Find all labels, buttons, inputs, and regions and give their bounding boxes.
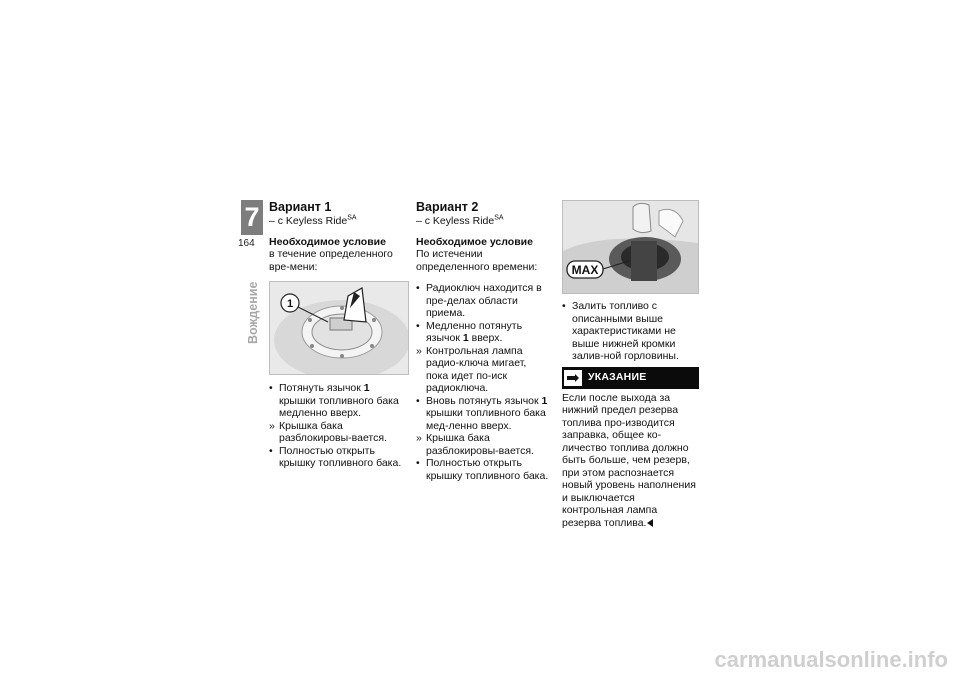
variant-1-condition-heading: Необходимое условие: [269, 235, 386, 248]
bullet-mark: •: [416, 394, 420, 407]
list-item: [416, 432, 549, 457]
note-text: Если после выхода за нижний предел резерва топлива про-изводится заправка, общее ко-личество топлива должно быть больше, чем резерв, при этом распознается новый уровень наполнения и выключается контрольная лампа резерва топлива.: [562, 391, 696, 529]
note-label: УКАЗАНИЕ: [588, 371, 647, 384]
step-text: Контрольная лампа радио-ключа мигает, пока идет по-иск радиоключа.: [426, 344, 527, 394]
result-mark: »: [416, 344, 422, 357]
list-item: [269, 445, 409, 470]
column-variant-2: [416, 200, 549, 482]
list-item: [416, 345, 549, 395]
variant-2-condition-heading: Необходимое условие: [416, 235, 533, 248]
step-text-after: крышки топливного бака мед-ленно вверх.: [426, 407, 546, 432]
list-item: [269, 420, 409, 445]
step-text: Потянуть язычок: [279, 382, 364, 394]
note-banner: [562, 367, 699, 389]
list-item: [562, 300, 699, 363]
list-item: [416, 395, 549, 433]
bullet-mark: •: [562, 300, 566, 312]
list-item: [269, 382, 409, 420]
list-item: [416, 282, 549, 320]
step-text: Крышка бака разблокировы-вается.: [279, 419, 387, 444]
result-mark: »: [416, 432, 422, 444]
step-text: Залить топливо с описанными выше характеристиками не выше нижней кромки залив-ной горловины.: [572, 300, 679, 362]
variant-2-steps: [416, 282, 549, 482]
pointing-hand-icon: [564, 370, 582, 386]
filler-neck-illustration: [563, 201, 698, 293]
refuel-steps: [562, 300, 699, 363]
filler-neck-figure: [562, 200, 699, 294]
fuel-cap-illustration: [270, 282, 408, 374]
variant-1-subtitle-sup: SA: [347, 214, 357, 222]
step-text: Крышка бака разблокировы-вается.: [426, 432, 534, 457]
variant-1-heading: Вариант 1: [269, 200, 332, 214]
step-text: Медленно потянуть язычок: [426, 319, 523, 344]
step-text: Полностью открыть крышку топливного бака.: [426, 457, 549, 482]
bullet-mark: •: [416, 282, 420, 294]
page-number: 164: [238, 238, 255, 249]
column-variant-1: [269, 200, 409, 470]
step-ref: 1: [363, 382, 370, 394]
step-text-after: крышки топливного бака медленно вверх.: [279, 394, 399, 419]
bullet-mark: •: [269, 382, 273, 394]
bullet-mark: •: [416, 457, 420, 469]
variant-2-subtitle-sup: SA: [494, 214, 504, 222]
step-ref: 1: [541, 394, 548, 407]
step-ref: 1: [462, 332, 469, 344]
step-text: Полностью открыть крышку топливного бака.: [279, 444, 402, 469]
variant-2-heading: Вариант 2: [416, 200, 479, 214]
variant-1-subtitle: [269, 215, 409, 228]
fuel-cap-figure: [269, 281, 409, 375]
list-item: [416, 320, 549, 345]
note-text-block: [562, 392, 699, 530]
end-of-section-icon: [647, 519, 653, 527]
variant-2-condition-text: По истечении определенного времени:: [416, 248, 538, 273]
variant-1-condition-text: в течение определенного вре-мени:: [269, 248, 393, 273]
result-mark: »: [269, 419, 275, 432]
step-text-after: вверх.: [468, 332, 503, 344]
watermark: carmanualsonline.info: [714, 647, 948, 672]
list-item: [416, 457, 549, 482]
variant-2-subtitle-text: – с Keyless Ride: [416, 215, 495, 227]
bullet-mark: •: [269, 444, 273, 457]
chapter-number-tab: 7: [241, 200, 263, 235]
variant-2-subtitle: [416, 215, 549, 228]
max-label: MAX: [571, 263, 599, 277]
callout-number: 1: [286, 298, 294, 310]
step-text: Радиоключ находится в пре-делах области приема.: [426, 282, 542, 319]
variant-1-subtitle-text: – с Keyless Ride: [269, 215, 348, 227]
chapter-title: Вождение: [246, 281, 260, 344]
step-text: Вновь потянуть язычок: [426, 394, 542, 407]
variant-1-steps: [269, 382, 409, 470]
column-refuel: [562, 200, 699, 529]
bullet-mark: •: [416, 319, 420, 332]
